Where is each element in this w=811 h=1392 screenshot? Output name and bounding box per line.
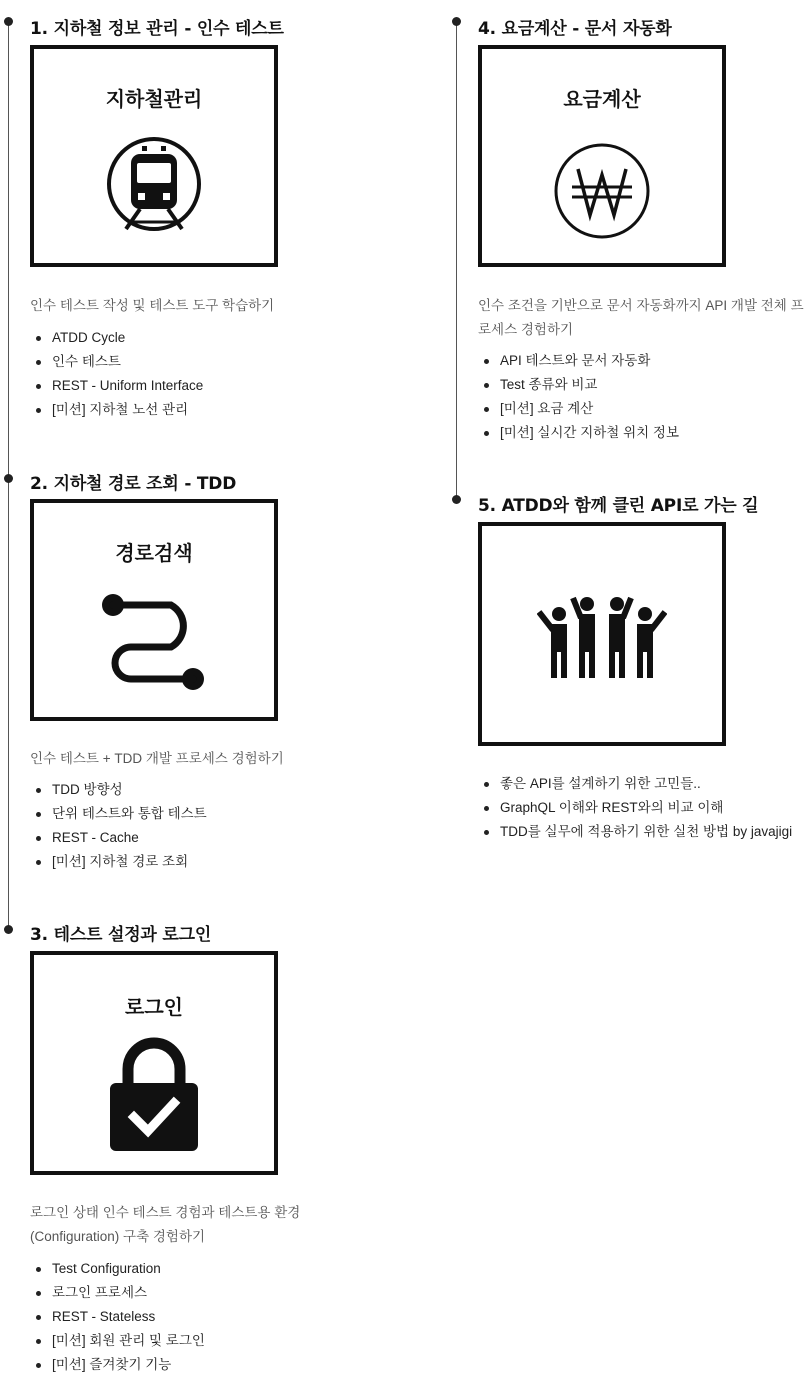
section-title: 4. 요금계산 - 문서 자동화 <box>478 19 672 39</box>
section-title: 3. 테스트 설정과 로그인 <box>30 925 212 945</box>
card-label: 지하철관리 <box>105 87 203 111</box>
topic-list <box>30 778 207 874</box>
list-item: TDD 방향성 <box>30 778 207 802</box>
course-card-subway <box>30 45 278 267</box>
list-item: 인수 테스트 <box>30 350 203 374</box>
list-item: [미션] 지하철 경로 조회 <box>30 850 207 874</box>
route-path-icon <box>99 593 209 693</box>
topic-list <box>30 1257 205 1377</box>
timeline-right <box>456 21 457 500</box>
timeline-dot <box>4 925 13 934</box>
lock-check-icon <box>104 1035 204 1153</box>
topic-list <box>478 349 679 445</box>
list-item: [미션] 회원 관리 및 로그인 <box>30 1329 205 1353</box>
list-item: [미션] 지하철 노선 관리 <box>30 398 203 422</box>
list-item: [미션] 실시간 지하철 위치 정보 <box>478 421 679 445</box>
section-description: 인수 조건을 기반으로 문서 자동화까지 API 개발 전체 프 로세스 경험하기 <box>478 298 804 337</box>
list-item: [미션] 요금 계산 <box>478 397 679 421</box>
list-item: REST - Uniform Interface <box>30 374 203 398</box>
timeline-dot <box>4 474 13 483</box>
people-group-icon <box>537 594 667 678</box>
list-item: REST - Stateless <box>30 1305 205 1329</box>
list-item: 로그인 프로세스 <box>30 1281 205 1305</box>
section-title: 5. ATDD와 함께 클린 API로 가는 길 <box>478 496 759 516</box>
list-item: TDD를 실무에 적용하기 위한 실천 방법 by javajigi <box>478 820 792 844</box>
list-item: Test 종류와 비교 <box>478 373 679 397</box>
section-title: 1. 지하철 정보 관리 - 인수 테스트 <box>30 19 284 39</box>
course-card-login <box>30 951 278 1175</box>
card-label: 경로검색 <box>115 541 193 565</box>
course-card-fee <box>478 45 726 267</box>
timeline-dot <box>452 17 461 26</box>
list-item: ATDD Cycle <box>30 326 203 350</box>
list-item: Test Configuration <box>30 1257 205 1281</box>
section-description: 로그인 상태 인수 테스트 경험과 테스트용 환경 (Configuration) 구축 경험하기 <box>30 1205 301 1244</box>
section-description: 인수 테스트 + TDD 개발 프로세스 경험하기 <box>30 751 284 766</box>
list-item: 단위 테스트와 통합 테스트 <box>30 802 207 826</box>
topic-list <box>30 326 203 422</box>
topic-list <box>478 772 792 844</box>
subway-train-icon <box>104 134 204 234</box>
course-card-route <box>30 499 278 721</box>
list-item: API 테스트와 문서 자동화 <box>478 349 679 373</box>
list-item: REST - Cache <box>30 826 207 850</box>
won-currency-icon <box>552 141 652 241</box>
timeline-dot <box>4 17 13 26</box>
course-card-clean-api <box>478 522 726 746</box>
list-item: GraphQL 이해와 REST와의 비교 이해 <box>478 796 792 820</box>
section-title: 2. 지하철 경로 조회 - TDD <box>30 474 237 494</box>
list-item: [미션] 즐겨찾기 기능 <box>30 1353 205 1377</box>
timeline-dot <box>452 495 461 504</box>
list-item: 좋은 API를 설계하기 위한 고민들.. <box>478 772 792 796</box>
section-description: 인수 테스트 작성 및 테스트 도구 학습하기 <box>30 298 275 313</box>
card-label: 로그인 <box>125 995 183 1019</box>
card-label: 요금계산 <box>563 87 641 111</box>
